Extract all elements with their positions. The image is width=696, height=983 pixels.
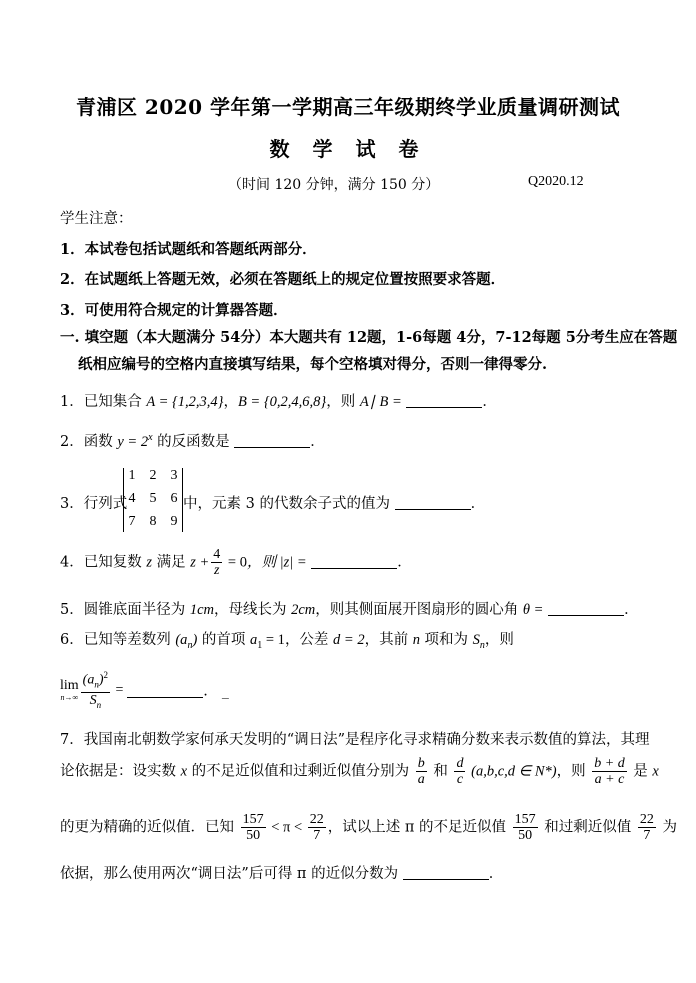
fraction-b-over-a: $\frac{b}{a}$ [417,756,425,787]
set-a: A = {1,2,3,4} [146,394,224,410]
notice-item-3: 3．可使用符合规定的计算器答题． [60,302,288,319]
fraction-157-50-lower: $\frac{157}{50}$ [514,812,536,843]
fraction-mediant: $\frac{b + d}{a + c}$ [594,756,625,787]
answer-blank-7[interactable] [403,865,489,880]
determinant: 1 2 3 4 5 6 7 8 9 [123,468,183,532]
question-7-line-3: 的更为精确的近似值．已知 $\frac{157}{50}$ < π < $\frac{22}{7}$ ，试以上述 π 的不足近似值 $\frac{157}{50}$ 和过剩近似值 $\frac{22}{7}$ 为 [60,812,677,843]
notice-heading: 学生注意： [60,211,133,227]
answer-blank-2[interactable] [234,433,310,448]
fraction-d-over-c: $\frac{d}{c}$ [456,756,464,787]
exam-subtitle: 数 学 试 卷 [269,137,427,161]
exam-code: Q2020.12 [528,174,584,189]
fraction-22-7: $\frac{22}{7}$ [309,812,324,843]
fraction-157-50: $\frac{157}{50}$ [242,812,264,843]
question-7-line-2: 论依据是：设实数 x 的不足近似值和过剩近似值分别为 $\frac{b}{a}$ 和 $\frac{d}{c}$ (a,b,c,d ∈ N*)，则 $\frac{b + d}{a + c}$ 是 x [60,756,659,787]
set-b: B = {0,2,4,6,8} [237,394,327,410]
answer-blank-6[interactable] [127,683,203,698]
answer-blank-5[interactable] [548,601,624,616]
answer-blank-1[interactable] [406,393,482,408]
answer-blank-4[interactable] [311,554,397,569]
notice-item-2: 2．在试题纸上答题无效，必须在答题纸上的规定位置按照要求答题． [60,271,506,288]
fraction-22-7-upper: $\frac{22}{7}$ [639,812,654,843]
question-7-line-4: 依据，那么使用两次“调日法”后可得 π 的近似分数为 ． [60,866,504,882]
set-expression: A∣ B = [359,394,402,410]
section-instruction-1: 一. 填空题（本大题满分 54分）本大题共有 12题，1-6每题 4分，7-12每题 5分考生应在答题 [60,329,678,346]
time-note: （时间 120 分钟，满分 150 分） [228,177,440,193]
question-5: 5．圆锥底面半径为 1cm，母线长为 2cm，则其侧面展开图扇形的圆心角 θ = ． [60,602,639,618]
fraction-4-over-z: $\frac{4}{z}$ [213,547,221,578]
question-1: 1．已知集合 A = {1,2,3,4}，B = {0,2,4,6,8}，则 A∣ B = ． [60,394,497,410]
limit-expression: lim n→∞ $\frac{(a_n)^2}{S_n}$ = ． _ [60,668,229,713]
question-2: 2．函数 $y = 2^x$ 的反函数是 ． [60,432,325,450]
answer-blank-3[interactable] [395,495,471,510]
exam-title: 青浦区 2020 学年第一学期高三年级期终学业质量调研测试 [75,95,621,119]
question-6: 6．已知等差数列 $(a_n)$ 的首项 $a_1 = 1$，公差 d = 2，其前 n 项和为 $S_n$，则 [60,632,514,651]
question-3: 中，元素 3 的代数余子式的值为 ． [183,496,486,512]
limit-fraction: $\frac{(a_n)^2}{S_n}$ [82,670,109,711]
function-expression: y = 2 [117,434,149,450]
question-4: 4．已知复数 z 满足 z + $\frac{4}{z}$ = 0，则 |z| = ． [60,547,412,578]
notice-item-1: 1．本试卷包括试题纸和答题纸两部分． [60,241,317,258]
question-3-prefix: 3．行列式 [60,496,128,512]
question-7-line-1: 7．我国南北朝数学家何承天发明的“调日法”是程序化寻求精确分数来表示数值的算法，其理 [60,732,650,748]
section-instruction-2: 纸相应编号的空格内直接填写结果，每个空格填对得分，否则一律得零分. [78,356,548,373]
